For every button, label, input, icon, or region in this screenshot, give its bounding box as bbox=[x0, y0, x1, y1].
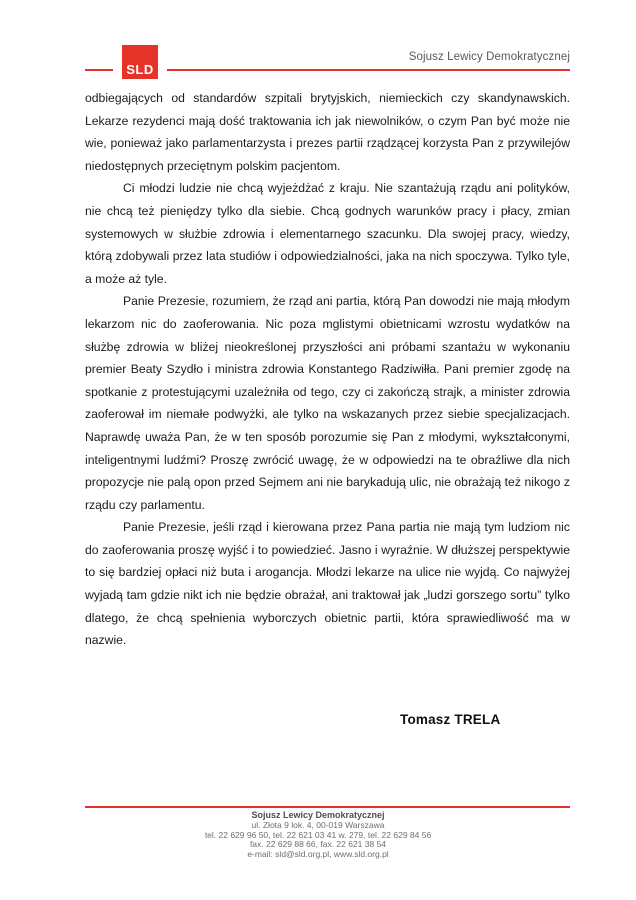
letterhead-org-name: Sojusz Lewicy Demokratycznej bbox=[408, 51, 570, 63]
sld-logo-text: SLD bbox=[126, 62, 154, 77]
footer-rule bbox=[85, 806, 570, 808]
letter-paragraph: Panie Prezesie, rozumiem, że rząd ani partia, którą Pan dowodzi nie mają młodym lekarzom nic do zaoferowania. Nic poza mglistymi obietnicami wzrostu wydatków na służbę zdrowia w bliżej nieokreślonej przyszłości ani próbami szantażu w wykonaniu premier Beaty Szydło i ministra zdrowia Konstantego Radziwiłła. Pani premier zgodę na spotkanie z protestującymi uzależniła od tego, czy ci zakończą strajk, a minister zdrowia zaoferował im niemałe podwyżki, ale tylko na wskazanych przez siebie specjalizacjach. Naprawdę uważa Pan, że w ten sposób porozumie się Pan z młodymi, wykształconymi, inteligentnymi ludźmi? Proszę zwrócić uwagę, że w odpowiedzi na te obraźliwe dla nich propozycje nie palą opon przed Sejmem ani nie barykadują ulic, nie obrażają też nikogo z rządu czy parlamentu. bbox=[85, 294, 570, 512]
letter-paragraph: Ci młodzi ludzie nie chcą wyjeżdżać z kraju. Nie szantażują rządu ani polityków, nie chcą też pieniędzy tylko dla siebie. Chcą godnych warunków pracy i płacy, zmian systemowych w służbie zdrowia i elementarnego szacunku. Dla swojej pracy, wiedzy, którą zdobywali przez lata studiów i odpowiedzialności, jaka na nich spoczywa. Tylko tyle, a może aż tyle. bbox=[85, 181, 570, 286]
letter-paragraph: odbiegających od standardów szpitali brytyjskich, niemieckich czy skandynawskich. Lekarze rezydenci mają dość traktowania ich jak niewolników, o czym Pan być może nie wie, ponieważ jako parlamentarzysta i prezes partii rządzącej korzysta Pan z przywilejów niedostępnych przeciętnym polskim pacjentom. bbox=[85, 91, 570, 173]
signature-name: Tomasz TRELA bbox=[400, 712, 501, 727]
letterhead-rule-left bbox=[85, 69, 113, 71]
letter-body bbox=[85, 87, 570, 652]
footer-address: ul. Złota 9 lok. 4, 00-019 Warszawa bbox=[251, 819, 385, 830]
footer-org-name: Sojusz Lewicy Demokratycznej bbox=[251, 810, 385, 820]
sld-logo bbox=[122, 45, 158, 79]
footer-faxes: fax. 22 629 88 66, fax. 22 621 38 54 bbox=[249, 839, 387, 850]
letterhead-rule-right bbox=[167, 69, 570, 71]
letter-paragraph: Panie Prezesie, jeśli rząd i kierowana przez Pana partia nie mają tym ludziom nic do zaoferowania proszę wyjść i to powiedzieć. Jasno i wyraźnie. W dłuższej perspektywie to się bardziej opłaci niż buta i arogancja. Młodzi lekarze na ulice nie wyjdą. Co najwyżej wyjadą tam gdzie nikt ich nie będzie obrażał, ani traktował jak „ludzi gorszego sortu” tylko dlatego, że chcą spełnienia wyborczych obietnic partii, która sprawiedliwość ma w nazwie. bbox=[85, 520, 570, 648]
footer-email-web: e-mail: sld@sld.org.pl, www.sld.org.pl bbox=[247, 849, 389, 860]
footer-phones: tel. 22 629 96 50, tel. 22 621 03 41 w. 279, tel. 22 629 84 56 bbox=[204, 829, 432, 840]
footer bbox=[0, 811, 636, 860]
